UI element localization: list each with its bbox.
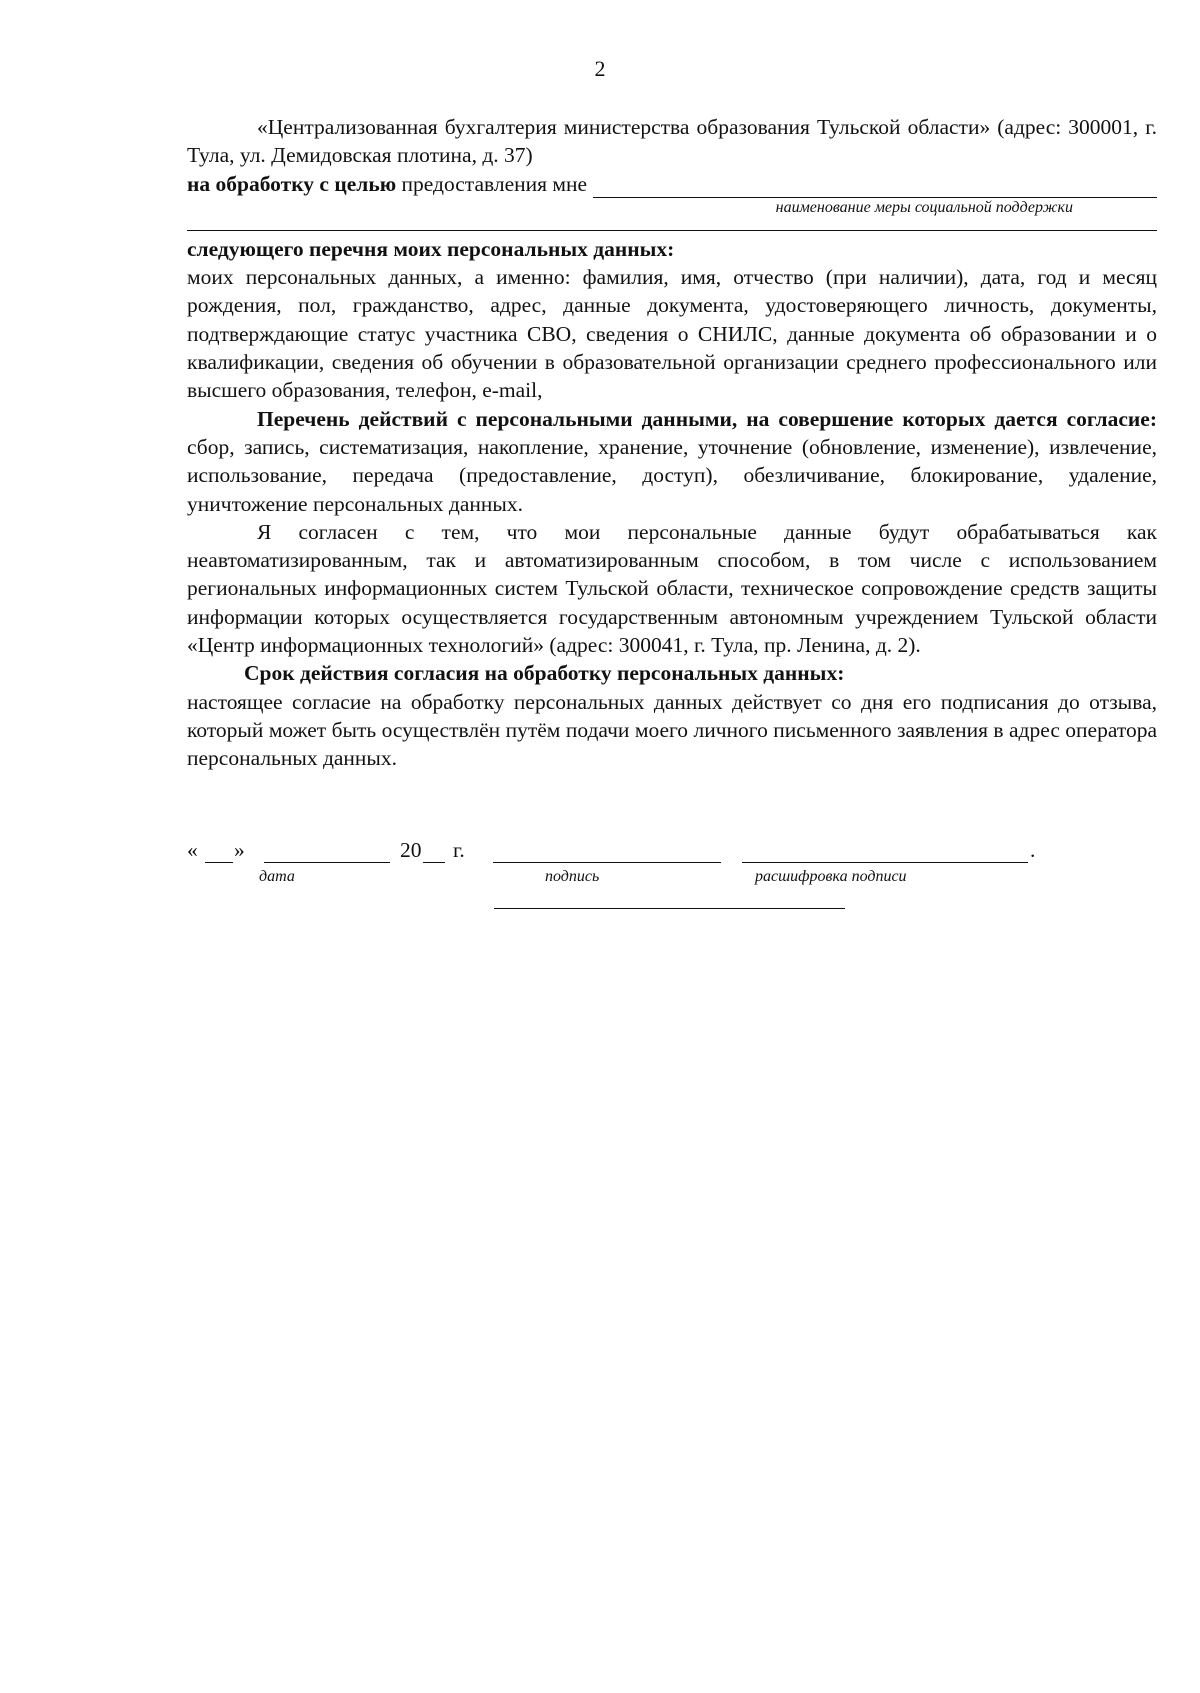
data-list-paragraph: моих персональных данных, а именно: фамилия, имя, отчество (при наличии), дата, год и месяц рождения, пол, гражданство, адрес, данные документа, удостоверяющего личность, документы, подтверждающие статус участника СВО, сведения о СНИЛС, данные документа об образовании и о квалификации, сведения об обучении в образовательной организации среднего профессионального или высшего образования, телефон, e-mail, <box>187 265 1157 403</box>
line-end-dot: . <box>1030 838 1036 862</box>
signature-decryption-field[interactable] <box>742 840 1028 863</box>
date-quote-close: » <box>234 838 245 862</box>
support-measure-field[interactable] <box>593 175 1157 198</box>
purpose-line <box>187 170 1157 198</box>
purpose-bold-text: на обработку с целью <box>187 171 397 196</box>
date-quote-open: « <box>187 838 198 862</box>
year-field[interactable] <box>423 840 445 863</box>
purpose-text: предоставления мне <box>401 171 588 196</box>
signature-field[interactable] <box>493 840 721 863</box>
year-prefix: 20 <box>400 838 422 862</box>
decryption-caption: расшифровка подписи <box>755 868 907 885</box>
date-caption: дата <box>259 868 295 885</box>
month-field[interactable] <box>264 840 390 863</box>
page-number: 2 <box>594 56 606 81</box>
day-field[interactable] <box>205 840 233 863</box>
agreement-paragraph: Я согласен с тем, что мои персональные данные будут обрабатываться как неавтоматизированным, так и автоматизированным способом, в том числе с использованием региональных информационных систем Тульской области, техническое сопровождение средств защиты информации которых осуществляется государственным автономным учреждением Тульской области «Центр информационных технологий» (адрес: 300041, г. Тула, пр. Ленина, д. 2). <box>187 519 1157 658</box>
data-list-heading: следующего перечня моих персональных данных: <box>187 236 675 261</box>
operator-address-paragraph: «Централизованная бухгалтерия министерства образования Тульской области» (адрес: 300001, г. Тула, ул. Демидовская плотина, д. 37) <box>187 115 1157 168</box>
consent-body <box>187 113 1157 773</box>
support-measure-field-continued[interactable] <box>187 218 1157 231</box>
actions-paragraph <box>187 405 1157 518</box>
signature-block <box>187 838 1087 948</box>
support-measure-caption: наименование меры социальной поддержки <box>775 198 1073 216</box>
additional-signature-line[interactable] <box>494 908 845 909</box>
actions-heading: Перечень действий с персональными данными, на совершение которых дается согласие: <box>257 406 1157 431</box>
actions-text: сбор, запись, систематизация, накопление, хранение, уточнение (обновление, изменение), извлечение, использование, передача (предоставление, доступ), обезличивание, блокирование, удаление, уничтожение персональных данных. <box>187 434 1157 516</box>
year-suffix: г. <box>453 838 465 862</box>
term-heading: Срок действия согласия на обработку персональных данных: <box>244 661 845 686</box>
signature-caption: подпись <box>545 868 600 885</box>
term-paragraph: настоящее согласие на обработку персональных данных действует со дня его подписания до отзыва, который может быть осуществлён путём подачи моего личного письменного заявления в адрес оператора персональных данных. <box>187 689 1157 771</box>
